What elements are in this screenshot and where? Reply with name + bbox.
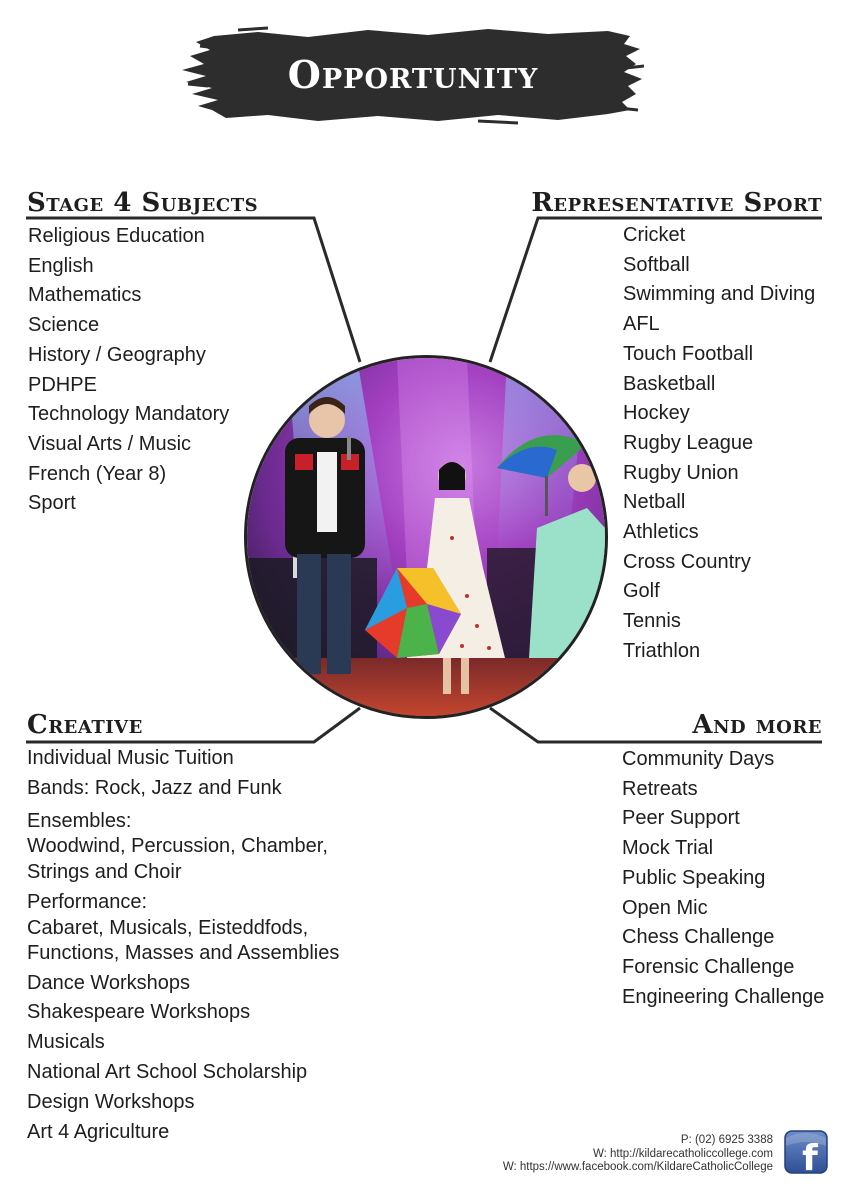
creative-list xyxy=(27,744,339,1147)
list-item: Science xyxy=(28,314,100,337)
list-item: Mock Trial xyxy=(622,837,714,860)
list-item-ensembles xyxy=(27,809,339,886)
list-item: Technology Mandatory xyxy=(28,403,230,426)
performance-title: Performance: xyxy=(27,891,148,914)
list-item: Tennis xyxy=(623,610,681,633)
list-item: English xyxy=(28,254,94,277)
list-item: Touch Football xyxy=(623,342,754,365)
website-link[interactable]: W: http://kildarecatholiccollege.com xyxy=(592,1147,773,1160)
list-item: Basketball xyxy=(623,372,716,395)
facebook-icon-graphic xyxy=(784,1130,828,1174)
list-item: Bands: Rock, Jazz and Funk xyxy=(27,776,282,799)
list-item: Religious Education xyxy=(28,225,205,247)
list-item-performance xyxy=(27,890,339,967)
list-item: Hockey xyxy=(623,402,690,425)
list-item: PDHPE xyxy=(28,373,97,396)
list-item: French (Year 8) xyxy=(28,462,167,485)
list-item: Swimming and Diving xyxy=(623,283,816,306)
ensembles-title: Ensembles: xyxy=(27,809,132,832)
list-item: Cross Country xyxy=(623,550,751,573)
list-item: Musicals xyxy=(27,1031,105,1054)
list-item: Individual Music Tuition xyxy=(27,747,234,769)
list-item: AFL xyxy=(623,313,660,336)
contact-info xyxy=(503,1134,773,1175)
facebook-icon[interactable] xyxy=(784,1130,828,1174)
list-item: Netball xyxy=(623,491,686,514)
list-item: Triathlon xyxy=(623,639,701,662)
more-heading: And more xyxy=(692,710,822,740)
performance-line: Cabaret, Musicals, Eisteddfods, xyxy=(27,916,309,939)
list-item: Public Speaking xyxy=(622,866,766,889)
list-item: Sport xyxy=(28,492,76,515)
list-item: National Art School Scholarship xyxy=(27,1060,308,1083)
list-item: Retreats xyxy=(622,777,698,800)
page-title: Opportunity xyxy=(287,51,539,97)
ensembles-line: Strings and Choir xyxy=(27,860,182,883)
list-item: Forensic Challenge xyxy=(622,955,795,978)
creative-heading: Creative xyxy=(27,710,143,740)
list-item: Cricket xyxy=(623,224,686,246)
list-item: Community Days xyxy=(622,748,775,770)
list-item: Softball xyxy=(623,253,690,276)
list-item: Open Mic xyxy=(622,896,708,919)
list-item: Dance Workshops xyxy=(27,971,191,994)
list-item: History / Geography xyxy=(28,343,206,366)
performance-line: Functions, Masses and Assemblies xyxy=(27,942,340,965)
sport-list xyxy=(623,221,815,667)
stage-scene-illustration xyxy=(247,358,605,716)
list-item: Engineering Challenge xyxy=(622,985,825,1008)
list-item: Visual Arts / Music xyxy=(28,432,192,455)
facebook-link[interactable]: W: https://www.facebook.com/KildareCatholicCollege xyxy=(502,1161,773,1173)
list-item: Art 4 Agriculture xyxy=(27,1120,170,1143)
list-item: Design Workshops xyxy=(27,1090,195,1113)
list-item: Golf xyxy=(623,580,660,603)
performance-photo xyxy=(244,355,608,719)
stage4-heading: Stage 4 Subjects xyxy=(27,188,259,218)
list-item: Peer Support xyxy=(622,807,740,830)
list-item: Athletics xyxy=(623,521,699,544)
fb-glyph: f xyxy=(802,1138,818,1174)
list-item: Rugby League xyxy=(623,431,754,454)
list-item: Mathematics xyxy=(28,284,142,307)
ensembles-line: Woodwind, Percussion, Chamber, xyxy=(27,835,328,858)
more-list xyxy=(622,745,824,1012)
sport-heading: Representative Sport xyxy=(531,188,822,218)
list-item: Rugby Union xyxy=(623,461,739,484)
phone-text: P: (02) 6925 3388 xyxy=(680,1134,773,1146)
list-item: Chess Challenge xyxy=(622,926,775,949)
list-item: Shakespeare Workshops xyxy=(27,1001,251,1024)
stage4-list xyxy=(28,222,229,519)
